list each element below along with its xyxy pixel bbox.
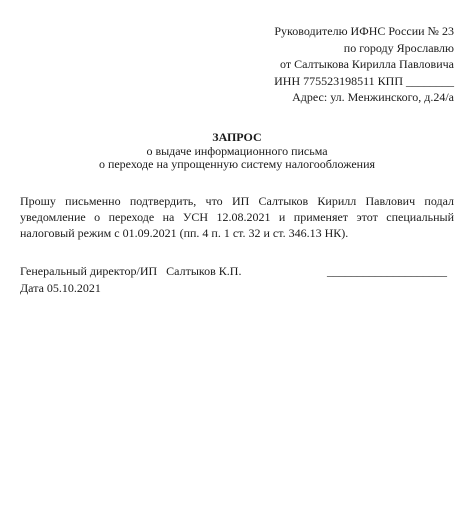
- signature-block: [20, 263, 454, 296]
- addressee-sender: от Салтыкова Кирилла Павловича: [280, 57, 454, 71]
- addressee-inn-kpp: ИНН 775523198511 КПП ________: [274, 73, 454, 88]
- document-subtitle-line1: о выдаче информационного письма: [146, 143, 328, 158]
- addressee-address: Адрес: ул. Менжинского, д.24/а: [292, 90, 454, 104]
- document-date: Дата 05.10.2021: [20, 280, 101, 295]
- document-title: ЗАПРОС: [212, 130, 262, 144]
- signatory-position: Генеральный директор/ИП Салтыков К.П.: [20, 264, 242, 278]
- addressee-recipient: Руководителю ИФНС России № 23: [274, 24, 454, 38]
- document-title-block: [20, 131, 454, 172]
- addressee-block: [194, 23, 454, 106]
- signature-line: ____________________: [327, 264, 447, 278]
- request-body-text: Прошу письменно подтвердить, что ИП Салтыков Кирилл Павлович подал уведомление о переходе на УСН 12.08.2021 и применяет этот специальный налоговый режим с 01.09.2021 (пп. 4 п. 1 ст. 32 и ст. 346.13 НК).: [20, 194, 454, 240]
- document-subtitle-line2: о переходе на упрощенную систему налогообложения: [98, 157, 376, 171]
- addressee-city: по городу Ярославлю: [343, 40, 454, 55]
